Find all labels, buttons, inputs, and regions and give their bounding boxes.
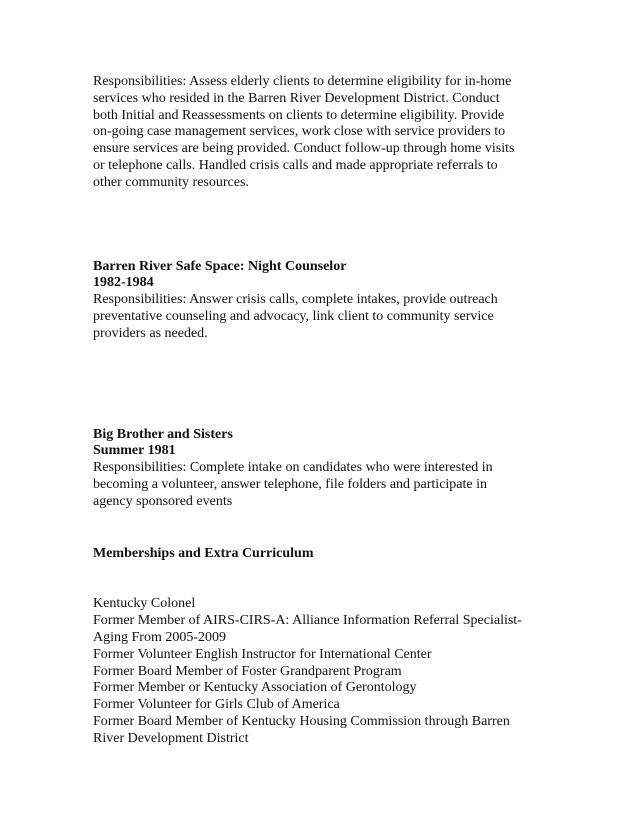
membership-line-8: Former Board Member of Kentucky Housing Commission through Barren xyxy=(93,713,510,729)
big-brother-title: Big Brother and Sisters xyxy=(93,426,233,442)
big-brother-line-1: Responsibilities: Complete intake on candidates who were interested in xyxy=(93,460,493,476)
membership-line-3: Aging From 2005-2009 xyxy=(93,629,226,645)
memberships-title: Memberships and Extra Curriculum xyxy=(93,545,314,561)
memberships-section xyxy=(93,546,553,748)
membership-line-9: River Development District xyxy=(93,730,249,746)
safe-space-years: 1982-1984 xyxy=(93,275,154,291)
intro-line-1: Responsibilities: Assess elderly clients to determine eligibility for in-home xyxy=(93,74,512,89)
big-brother-section xyxy=(93,427,553,511)
safe-space-title: Barren River Safe Space: Night Counselor xyxy=(93,258,347,274)
safe-space-line-1: Responsibilities: Answer crisis calls, complete intakes, provide outreach xyxy=(93,292,498,308)
intro-line-2: services who resided in the Barren River Development District. Conduct xyxy=(93,90,500,106)
intro-line-7: other community resources. xyxy=(93,174,249,190)
intro-line-4: on-going case management services, work close with service providers to xyxy=(93,124,506,140)
big-brother-years: Summer 1981 xyxy=(93,443,176,459)
big-brother-line-2: becoming a volunteer, answer telephone, file folders and participate in xyxy=(93,476,488,492)
membership-line-2: Former Member of AIRS-CIRS-A: Alliance Information Referral Specialist- xyxy=(93,613,522,629)
membership-line-7: Former Volunteer for Girls Club of America xyxy=(93,697,340,713)
intro-line-3: both Initial and Reassessments on clients to determine eligibility. Provide xyxy=(93,107,505,123)
spacer xyxy=(93,511,553,546)
membership-line-5: Former Board Member of Foster Grandparent Program xyxy=(93,663,402,679)
spacer xyxy=(93,343,553,427)
spacer xyxy=(93,562,553,596)
intro-line-5: ensure services are being provided. Conduct follow-up through home visits xyxy=(93,141,515,157)
intro-line-6: or telephone calls. Handled crisis calls and made appropriate referrals to xyxy=(93,157,498,173)
membership-line-1: Kentucky Colonel xyxy=(93,596,196,612)
safe-space-line-2: preventative counseling and advocacy, link client to community service xyxy=(93,308,494,324)
safe-space-line-3: providers as needed. xyxy=(93,325,208,341)
membership-line-6: Former Member or Kentucky Association of Gerontology xyxy=(93,680,417,696)
big-brother-line-3: agency sponsored events xyxy=(93,493,233,509)
membership-line-4: Former Volunteer English Instructor for International Center xyxy=(93,646,432,662)
safe-space-section xyxy=(93,259,553,343)
document-page xyxy=(93,74,553,748)
intro-responsibilities xyxy=(93,74,553,192)
spacer xyxy=(93,192,553,259)
